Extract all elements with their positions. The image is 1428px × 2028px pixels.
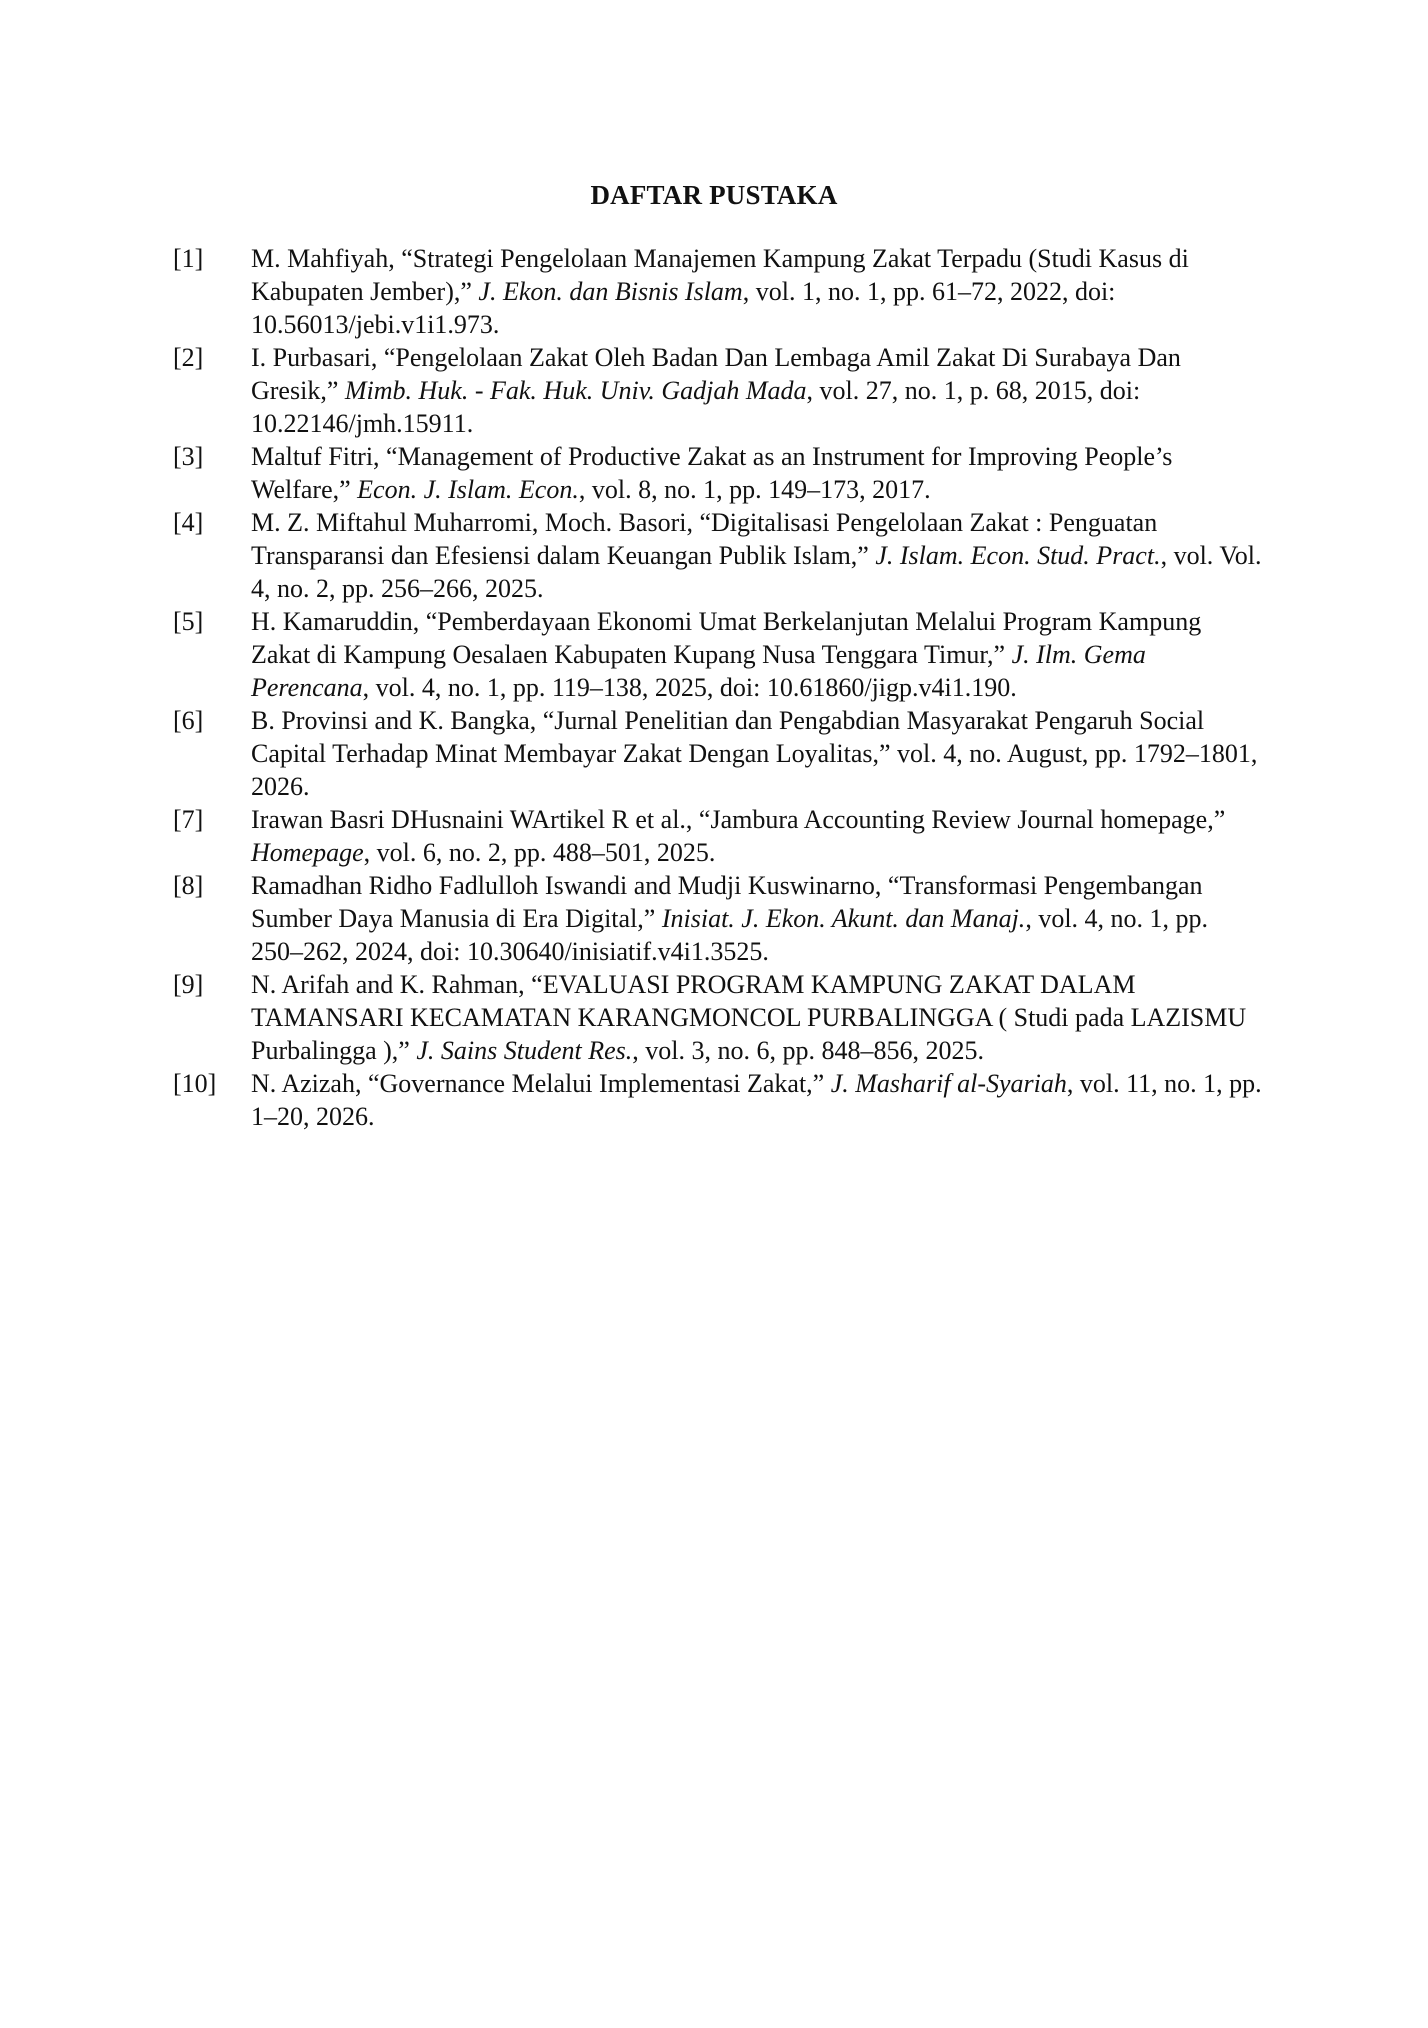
reference-text — [251, 442, 1172, 504]
reference-number: [6] — [173, 706, 204, 735]
reference-journal-title: J. Sains Student Res. — [416, 1036, 633, 1065]
reference-text-segment: , vol. 3, no. 6, pp. 848–856, 2025. — [632, 1036, 984, 1065]
reference-text-segment: , vol. Vol. 4, no. 2, pp. 256–266, 2025. — [251, 541, 1262, 603]
reference-journal-title: J. Islam. Econ. Stud. Pract. — [875, 541, 1161, 570]
reference-number: [4] — [173, 508, 204, 537]
reference-text — [251, 1069, 1262, 1131]
reference-journal-title: Econ. J. Islam. Econ. — [357, 475, 579, 504]
reference-item — [173, 869, 1263, 968]
reference-text-segment: Maltuf Fitri, “Management of Productive Zakat as an Instrument for Improving People’s Welfare,” — [251, 442, 1173, 504]
reference-text-segment: H. Kamaruddin, “Pemberdayaan Ekonomi Umat Berkelanjutan Melalui Program Kampung Zakat di Kampung Oesalaen Kabupaten Kupang Nusa Tenggara Timur,” — [251, 607, 1202, 669]
reference-text-segment: N. Azizah, “Governance Melalui Implementasi Zakat,” — [251, 1069, 831, 1098]
reference-text — [251, 871, 1208, 966]
reference-number: [10] — [173, 1069, 217, 1098]
reference-journal-title: J. Ilm. Gema Perencana — [251, 640, 1146, 702]
reference-number: [3] — [173, 442, 204, 471]
reference-item — [173, 968, 1263, 1067]
reference-text — [251, 607, 1201, 702]
reference-journal-title: Homepage — [251, 838, 364, 867]
reference-number: [5] — [173, 607, 204, 636]
reference-text — [251, 805, 1225, 867]
reference-item — [173, 506, 1263, 605]
reference-text-segment: Ramadhan Ridho Fadlulloh Iswandi and Mudji Kuswinarno, “Transformasi Pengembangan Sumber Daya Manusia di Era Digital,” — [251, 871, 1203, 933]
reference-text — [251, 244, 1189, 339]
reference-journal-title: Mimb. Huk. - Fak. Huk. Univ. Gadjah Mada — [344, 376, 807, 405]
page-title: DAFTAR PUSTAKA — [590, 180, 838, 210]
reference-text-segment: M. Mahfiyah, “Strategi Pengelolaan Manajemen Kampung Zakat Terpadu (Studi Kasus di Kabupaten Jember),” — [251, 244, 1189, 306]
reference-text-segment: , vol. 6, no. 2, pp. 488–501, 2025. — [363, 838, 716, 867]
reference-text — [251, 508, 1261, 603]
reference-text-segment: I. Purbasari, “Pengelolaan Zakat Oleh Badan Dan Lembaga Amil Zakat Di Surabaya Dan Gresik,” — [251, 343, 1181, 405]
reference-number: [9] — [173, 970, 204, 999]
reference-item — [173, 803, 1263, 869]
reference-text — [251, 343, 1181, 438]
reference-text — [251, 970, 1246, 1065]
reference-text-segment: , vol. 27, no. 1, p. 68, 2015, doi: 10.22146/jmh.15911. — [251, 376, 1141, 438]
reference-journal-title: Inisiat. J. Ekon. Akunt. dan Manaj. — [661, 904, 1026, 933]
reference-item — [173, 440, 1263, 506]
reference-number: [8] — [173, 871, 204, 900]
reference-text-segment: B. Provinsi and K. Bangka, “Jurnal Penelitian dan Pengabdian Masyarakat Pengaruh Social Capital Terhadap Minat Membayar Zakat Dengan Loyalitas,” vol. 4, no. August, pp. 1792–1801, 2026. — [251, 706, 1258, 801]
reference-journal-title: J. Ekon. dan Bisnis Islam — [478, 277, 743, 306]
reference-text-segment: Irawan Basri DHusnaini WArtikel R et al., “Jambura Accounting Review Journal homepage,” — [251, 805, 1226, 834]
reference-journal-title: J. Masharif al-Syariah — [830, 1069, 1067, 1098]
reference-text-segment: , vol. 4, no. 1, pp. 250–262, 2024, doi: 10.30640/inisiatif.v4i1.3525. — [251, 904, 1209, 966]
reference-text-segment: , vol. 8, no. 1, pp. 149–173, 2017. — [578, 475, 931, 504]
reference-item — [173, 605, 1263, 704]
reference-number: [1] — [173, 244, 204, 273]
reference-text — [251, 706, 1257, 801]
reference-item — [173, 704, 1263, 803]
reference-text-segment: M. Z. Miftahul Muharromi, Moch. Basori, “Digitalisasi Pengelolaan Zakat : Penguatan Transparansi dan Efesiensi dalam Keuangan Publik Islam,” — [251, 508, 1158, 570]
reference-text-segment: N. Arifah and K. Rahman, “EVALUASI PROGRAM KAMPUNG ZAKAT DALAM TAMANSARI KECAMATAN KARANGMONCOL PURBALINGGA ( Studi pada LAZISMU Purbalingga ),” — [251, 970, 1247, 1065]
reference-text-segment: , vol. 1, no. 1, pp. 61–72, 2022, doi: 10.56013/jebi.v1i1.973. — [251, 277, 1116, 339]
reference-item — [173, 242, 1263, 341]
reference-number: [7] — [173, 805, 204, 834]
reference-item — [173, 1067, 1263, 1133]
reference-text-segment: , vol. 11, no. 1, pp. 1–20, 2026. — [251, 1069, 1262, 1131]
reference-number: [2] — [173, 343, 204, 372]
reference-item — [173, 341, 1263, 440]
reference-list — [173, 242, 1263, 1133]
reference-text-segment: , vol. 4, no. 1, pp. 119–138, 2025, doi: 10.61860/jigp.v4i1.190. — [362, 673, 1017, 702]
